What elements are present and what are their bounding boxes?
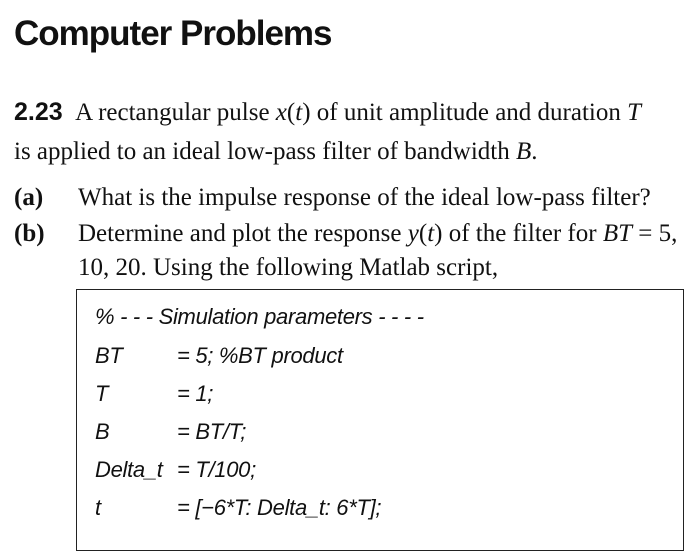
math-BT: BT (602, 220, 633, 247)
part-b-label: (b) (14, 220, 45, 247)
problem-number: 2.23 (14, 98, 63, 126)
code-var: T (95, 381, 109, 406)
problem-line-1 (14, 98, 641, 127)
code-var: B (95, 419, 110, 444)
paren-open-b: ( (418, 220, 428, 247)
code-line-delta-rhs (177, 457, 256, 483)
paren-open: ( (286, 99, 296, 126)
code-line-tvec-rhs (177, 495, 381, 521)
code-line-bt-rhs (177, 343, 343, 369)
part-a-text: What is the impulse response of the ideal low-pass filter? (78, 184, 651, 211)
code-rhs: = 5; %BT product (177, 343, 343, 368)
code-listing (76, 289, 684, 551)
code-var: t (95, 495, 101, 520)
code-line-delta-var (95, 457, 163, 483)
math-T: T (627, 99, 642, 126)
code-line-bt-var (95, 343, 123, 369)
code-rhs: = T/100; (177, 457, 256, 482)
code-rhs: = 1; (177, 381, 214, 406)
code-var: Delta_t (95, 457, 163, 482)
math-t-b: t (427, 220, 435, 247)
code-line-b-var (95, 419, 109, 445)
part-b-text: Determine and plot the response (78, 220, 408, 247)
problem-line-2 (14, 138, 538, 166)
part-a-label: (a) (14, 184, 44, 211)
code-line-b-rhs (177, 419, 246, 445)
problem-text-cont: ) of unit amplitude and duration (302, 99, 628, 126)
problem-text-2: is applied to an ideal low-pass filter of bandwidth (14, 138, 516, 165)
part-b (14, 220, 45, 248)
part-b-line-1 (78, 220, 677, 248)
code-line-tvec-var (95, 495, 101, 521)
part-b-text-end: = 5, (632, 220, 678, 247)
code-comment (95, 304, 424, 330)
code-rhs: = [−6*T: Delta_t: 6*T]; (177, 495, 382, 520)
code-comment-text: % - - - Simulation parameters - - - - (95, 304, 424, 329)
code-var: BT (95, 343, 123, 368)
math-B: B (515, 138, 532, 165)
code-line-t-var (95, 381, 108, 407)
code-line-t-rhs (177, 381, 213, 407)
part-b-text-2: 10, 20. Using the following Matlab script, (78, 254, 499, 281)
section-heading: Computer Problems (14, 14, 332, 53)
part-a (14, 184, 43, 212)
math-y: y (407, 220, 419, 247)
period: . (531, 138, 538, 165)
part-a-text-line (78, 184, 651, 212)
code-rhs: = BT/T; (177, 419, 247, 444)
problem-text: A rectangular pulse (75, 99, 276, 126)
math-x: x (275, 99, 287, 126)
part-b-text-cont: ) of the filter for (434, 220, 603, 247)
part-b-line-2 (78, 254, 498, 282)
math-t: t (295, 99, 303, 126)
